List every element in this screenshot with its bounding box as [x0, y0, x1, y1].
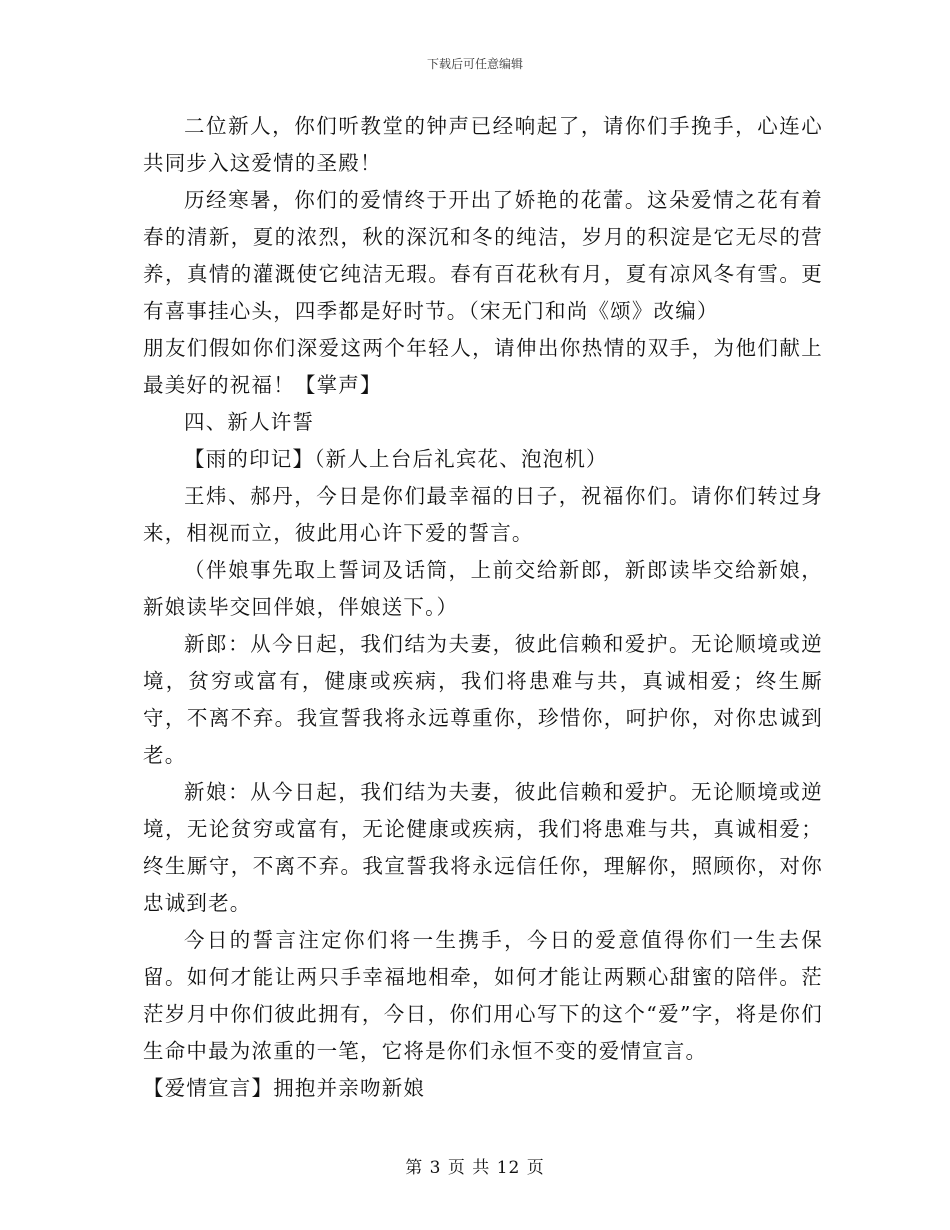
paragraph: 新娘：从今日起，我们结为夫妻，彼此信赖和爱护。无论顺境或逆境，无论贫穷或富有，无论健康或疾病，我们将患难与共，真诚相爱；终生厮守，不离不弃。我宣誓我将永远信任你，理解你，照顾你，对你忠诚到老。: [143, 780, 823, 915]
paragraph: 朋友们假如你们深爱这两个年轻人，请伸出你热情的双手，为他们献上最美好的祝福！【掌声】: [143, 336, 823, 397]
paragraph: （伴娘事先取上誓词及话筒，上前交给新郎，新郎读毕交给新娘，新娘读毕交回伴娘，伴娘送下。）: [143, 558, 823, 619]
paragraph: 新郎：从今日起，我们结为夫妻，彼此信赖和爱护。无论顺境或逆境，贫穷或富有，健康或疾病，我们将患难与共，真诚相爱；终生厮守，不离不弃。我宣誓我将永远尊重你，珍惜你，呵护你，对你忠诚到老。: [143, 632, 823, 767]
section-heading: 四、新人许誓: [184, 410, 315, 434]
paragraph: 【雨的印记】（新人上台后礼宾花、泡泡机）: [184, 447, 608, 471]
document-body: [143, 108, 823, 1107]
page-header: 下载后可任意编辑: [426, 57, 523, 71]
paragraph: 历经寒暑，你们的爱情终于开出了娇艳的花蕾。这朵爱情之花有着春的清新，夏的浓烈，秋的深沉和冬的纯洁，岁月的积淀是它无尽的营养，真情的灌溉使它纯洁无瑕。春有百花秋有月，夏有凉风冬有雪。更有喜事挂心头，四季都是好时节。（宋无门和尚《颂》改编）: [143, 188, 823, 323]
paragraph: 今日的誓言注定你们将一生携手，今日的爱意值得你们一生去保留。如何才能让两只手幸福地相牵，如何才能让两颗心甜蜜的陪伴。茫茫岁月中你们彼此拥有，今日，你们用心写下的这个“爱”字，将是你们生命中最为浓重的一笔，它将是你们永恒不变的爱情宣言。: [143, 928, 823, 1063]
paragraph: 二位新人，你们听教堂的钟声已经响起了，请你们手挽手，心连心共同步入这爱情的圣殿！: [143, 114, 823, 175]
paragraph: 王炜、郝丹，今日是你们最幸福的日子，祝福你们。请你们转过身来，相视而立，彼此用心许下爱的誓言。: [143, 484, 823, 545]
paragraph: 【爱情宣言】拥抱并亲吻新娘: [143, 1076, 426, 1100]
page-footer: 第 3 页 共 12 页: [405, 1158, 545, 1178]
